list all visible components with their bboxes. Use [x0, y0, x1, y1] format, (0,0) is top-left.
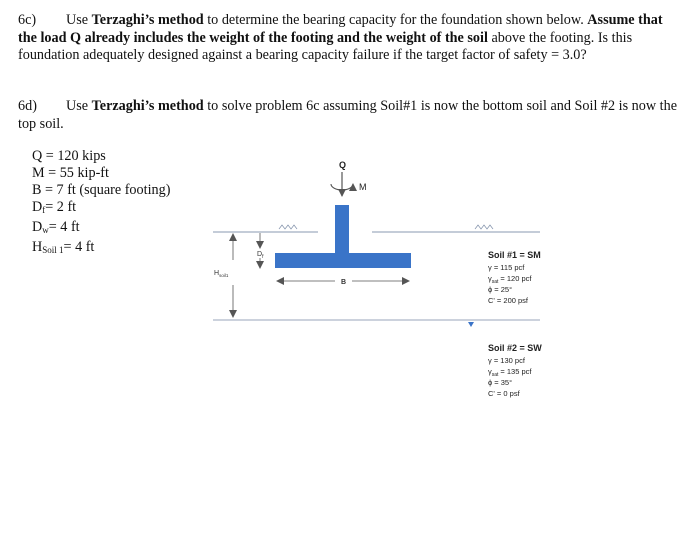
given-h: $H_{Soil 1}= 4$ ft: [32, 239, 95, 255]
svg-text:γ = 130 pcf: γ = 130 pcf: [488, 356, 525, 365]
soil1-properties: [488, 250, 541, 305]
problem-6c-number: 6c): [18, 12, 37, 28]
svg-text:ϕ = 25°: ϕ = 25°: [488, 285, 513, 294]
hsoil1-label: $H_{soil1}$: [214, 270, 229, 278]
soil2-properties: [488, 343, 542, 398]
moment-m-label: M: [359, 182, 367, 192]
svg-text:γsat= 120 pcf: $\gamma_{sat} = 120$ pcf: [488, 274, 532, 285]
given-q: Q = 120 kips: [32, 148, 106, 164]
svg-text:C' = 200 psf: C' = 200 psf: [488, 296, 528, 305]
svg-text:ϕ = 35°: ϕ = 35°: [488, 378, 513, 387]
problem-6d-number: 6d): [18, 98, 37, 114]
footing-base: [275, 253, 411, 268]
assumption-text: Assume that the load Q already includes the weight of the footing and the weight of the soil: [18, 12, 663, 46]
hatch-mark: [475, 225, 493, 229]
soil1-title: Soil #1 = SM: [488, 250, 541, 260]
given-b: B = 7 ft (square footing): [32, 182, 171, 198]
soil2-title: Soil #2 = SW: [488, 343, 542, 353]
given-df: $D_f= 2$ ft: [32, 199, 77, 215]
problem-6d: 6d) Use Terzaghi’s method to solve problem 6c assuming Soil#1 is now the bottom soil and Soil #2 is now the top soil.: [18, 98, 677, 132]
svg-text:C' = 0 psf: C' = 0 psf: [488, 389, 520, 398]
method-name: Terzaghi’s method: [91, 98, 204, 114]
water-table-symbol: [468, 322, 474, 327]
b-label: B: [341, 279, 347, 286]
problem-6c: 6c) Use Terzaghi’s method to determine the bearing capacity for the foundation shown below. Assume that the load Q already includes the weight of the footing and the weight of the soil above the footing. Is this foundation adequately designed against a bearing capacity failure if the target factor of safety = 3.0?: [18, 12, 663, 63]
df-label: $D_f$: [257, 251, 264, 260]
given-dw: $D_w= 4$ ft: [32, 219, 80, 235]
svg-text:γ = 115 pcf: γ = 115 pcf: [488, 263, 525, 272]
svg-text:γsat= 135 pcf: $\gamma_{sat} = 135$ pcf: [488, 367, 532, 378]
footing-column: [335, 205, 349, 253]
method-name: Terzaghi’s method: [91, 12, 204, 28]
load-q-label: Q: [339, 160, 347, 170]
hatch-mark: [279, 225, 297, 229]
given-m: M = 55 kip-ft: [32, 165, 109, 181]
